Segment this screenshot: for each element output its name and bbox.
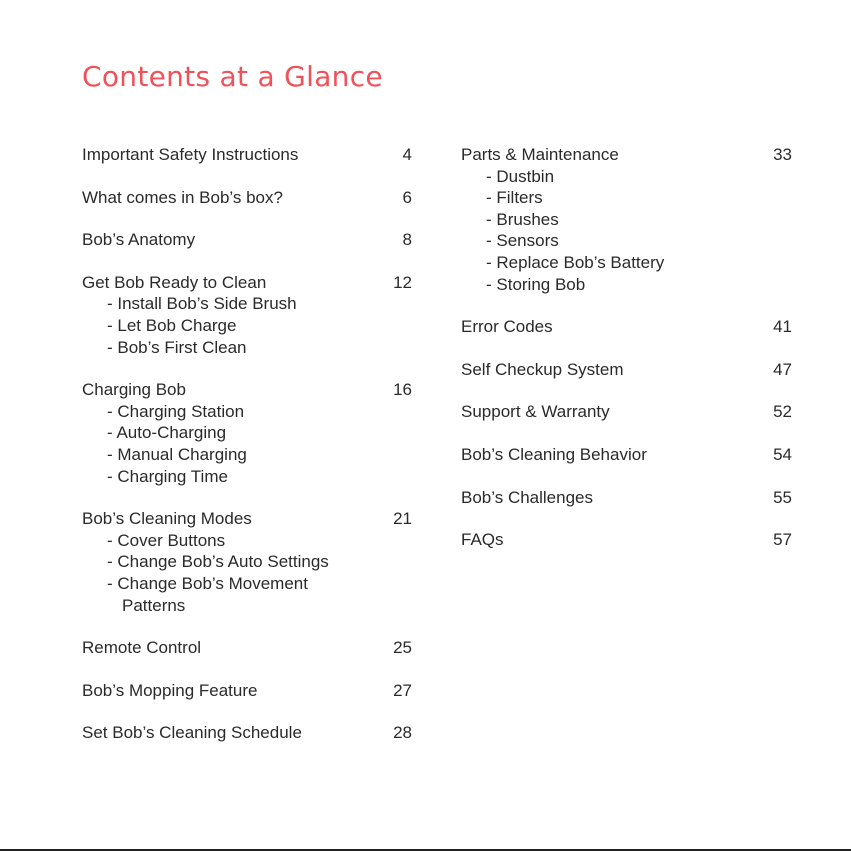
toc-entry-page-number: 25	[393, 638, 412, 658]
toc-entry	[82, 379, 412, 487]
toc-subsection-item[interactable]	[82, 444, 412, 466]
toc-entry-row[interactable]	[82, 680, 412, 702]
toc-entry	[82, 187, 412, 209]
toc-entry-row[interactable]	[461, 401, 792, 423]
toc-entry	[82, 722, 412, 744]
toc-entry-page-number: 41	[773, 317, 792, 337]
toc-subsection-label: - Storing Bob	[486, 274, 586, 294]
toc-subsection-label: - Install Bob’s Side Brush	[107, 294, 297, 314]
toc-entry-row[interactable]	[82, 508, 412, 530]
toc-left-column	[82, 144, 412, 765]
toc-subsection-item[interactable]	[461, 252, 792, 274]
toc-entry-page-number: 8	[402, 230, 412, 250]
toc-subsection-label: - Manual Charging	[107, 444, 247, 464]
toc-entry-title: Charging Bob	[82, 380, 186, 400]
toc-entry-page-number: 28	[393, 723, 412, 743]
toc-entry-row[interactable]	[461, 359, 792, 381]
toc-entry-row[interactable]	[461, 316, 792, 338]
toc-entry-row[interactable]	[82, 272, 412, 294]
toc-entry	[461, 144, 792, 295]
toc-entry	[461, 359, 792, 381]
toc-entry	[461, 487, 792, 509]
toc-subsection-item[interactable]	[82, 422, 412, 444]
toc-entry	[461, 316, 792, 338]
toc-entry-page-number: 21	[393, 509, 412, 529]
toc-subsection-label: - Change Bob’s Movement	[107, 573, 308, 593]
toc-entry-row[interactable]	[82, 379, 412, 401]
toc-entry-title: Bob’s Anatomy	[82, 230, 196, 250]
toc-subsection-label: - Replace Bob’s Battery	[486, 252, 665, 272]
toc-entry-title: Support & Warranty	[461, 402, 610, 422]
toc-entry-row[interactable]	[82, 722, 412, 744]
toc-subsection-item[interactable]	[461, 209, 792, 231]
toc-entry-page-number: 55	[773, 487, 792, 507]
toc-subsection-list	[82, 530, 412, 616]
toc-entry-page-number: 16	[393, 380, 412, 400]
toc-entry-page-number: 6	[402, 187, 412, 207]
toc-subsection-label: - Sensors	[486, 231, 559, 251]
toc-entry-title: Get Bob Ready to Clean	[82, 272, 267, 292]
toc-entry-title: Set Bob’s Cleaning Schedule	[82, 723, 302, 743]
toc-entry	[461, 444, 792, 466]
toc-entry-page-number: 52	[773, 402, 792, 422]
toc-entry-page-number: 4	[402, 145, 412, 164]
toc-subsection-item[interactable]	[82, 551, 412, 573]
toc-entry-page-number: 54	[773, 444, 792, 464]
toc-subsection-label: - Brushes	[486, 209, 559, 229]
toc-entry-row[interactable]	[82, 187, 412, 209]
toc-right-column	[461, 144, 792, 572]
toc-subsection-item[interactable]	[82, 401, 412, 423]
toc-entry-title: FAQs	[461, 530, 504, 550]
toc-entry-page-number: 27	[393, 680, 412, 700]
toc-entry	[461, 529, 792, 551]
toc-entry-page-number: 12	[393, 272, 412, 292]
toc-subsection-item[interactable]	[82, 466, 412, 488]
toc-entry	[82, 508, 412, 616]
toc-subsection-label: - Filters	[486, 188, 543, 208]
toc-subsection-list	[82, 401, 412, 487]
toc-subsection-label-continued: Patterns	[122, 595, 186, 615]
toc-entry	[82, 637, 412, 659]
toc-entry-title: Bob’s Mopping Feature	[82, 680, 258, 700]
toc-entry-row[interactable]	[82, 144, 412, 166]
toc-entry	[461, 401, 792, 423]
toc-subsection-label: - Change Bob’s Auto Settings	[107, 552, 329, 572]
toc-subsection-label: - Charging Station	[107, 401, 245, 421]
toc-entry-title: Bob’s Cleaning Behavior	[461, 444, 647, 464]
toc-entry-row[interactable]	[82, 637, 412, 659]
toc-subsection-item[interactable]	[461, 274, 792, 296]
toc-entry-title: Bob’s Challenges	[461, 487, 593, 507]
toc-entry	[82, 229, 412, 251]
toc-entry-title: Important Safety Instructions	[82, 145, 299, 164]
toc-subsection-list	[461, 166, 792, 296]
toc-entry-page-number: 33	[773, 145, 792, 164]
toc-entry-row[interactable]	[461, 529, 792, 551]
toc-subsection-item[interactable]	[461, 187, 792, 209]
toc-entry-title: Error Codes	[461, 317, 553, 337]
toc-subsection-item[interactable]	[82, 573, 412, 616]
toc-entry-row[interactable]	[461, 144, 792, 166]
toc-entry-page-number: 57	[773, 530, 792, 550]
toc-entry	[82, 272, 412, 358]
toc-subsection-item[interactable]	[82, 530, 412, 552]
toc-subsection-label: - Cover Buttons	[107, 530, 226, 550]
toc-subsection-label: - Bob’s First Clean	[107, 337, 247, 357]
page-title: Contents at a Glance	[82, 60, 383, 93]
toc-entry-page-number: 47	[773, 359, 792, 379]
toc-subsection-label: - Charging Time	[107, 466, 228, 486]
toc-subsection-item[interactable]	[82, 293, 412, 315]
toc-subsection-item[interactable]	[82, 337, 412, 359]
toc-entry	[82, 680, 412, 702]
toc-subsection-label: - Let Bob Charge	[107, 315, 237, 335]
toc-entry-title: Bob’s Cleaning Modes	[82, 509, 252, 529]
toc-subsection-label: - Auto-Charging	[107, 423, 227, 443]
toc-subsection-item[interactable]	[461, 166, 792, 188]
toc-entry-title: Remote Control	[82, 638, 202, 658]
toc-entry-title: Self Checkup System	[461, 359, 624, 379]
toc-entry-title: Parts & Maintenance	[461, 145, 619, 164]
toc-entry	[82, 144, 412, 166]
toc-subsection-list	[82, 293, 412, 358]
toc-subsection-item[interactable]	[82, 315, 412, 337]
toc-entry-row[interactable]	[461, 444, 792, 466]
toc-entry-row[interactable]	[82, 229, 412, 251]
toc-entry-title: What comes in Bob’s box?	[82, 187, 283, 207]
toc-subsection-item[interactable]	[461, 230, 792, 252]
toc-entry-row[interactable]	[461, 487, 792, 509]
toc-subsection-label: - Dustbin	[486, 166, 555, 186]
